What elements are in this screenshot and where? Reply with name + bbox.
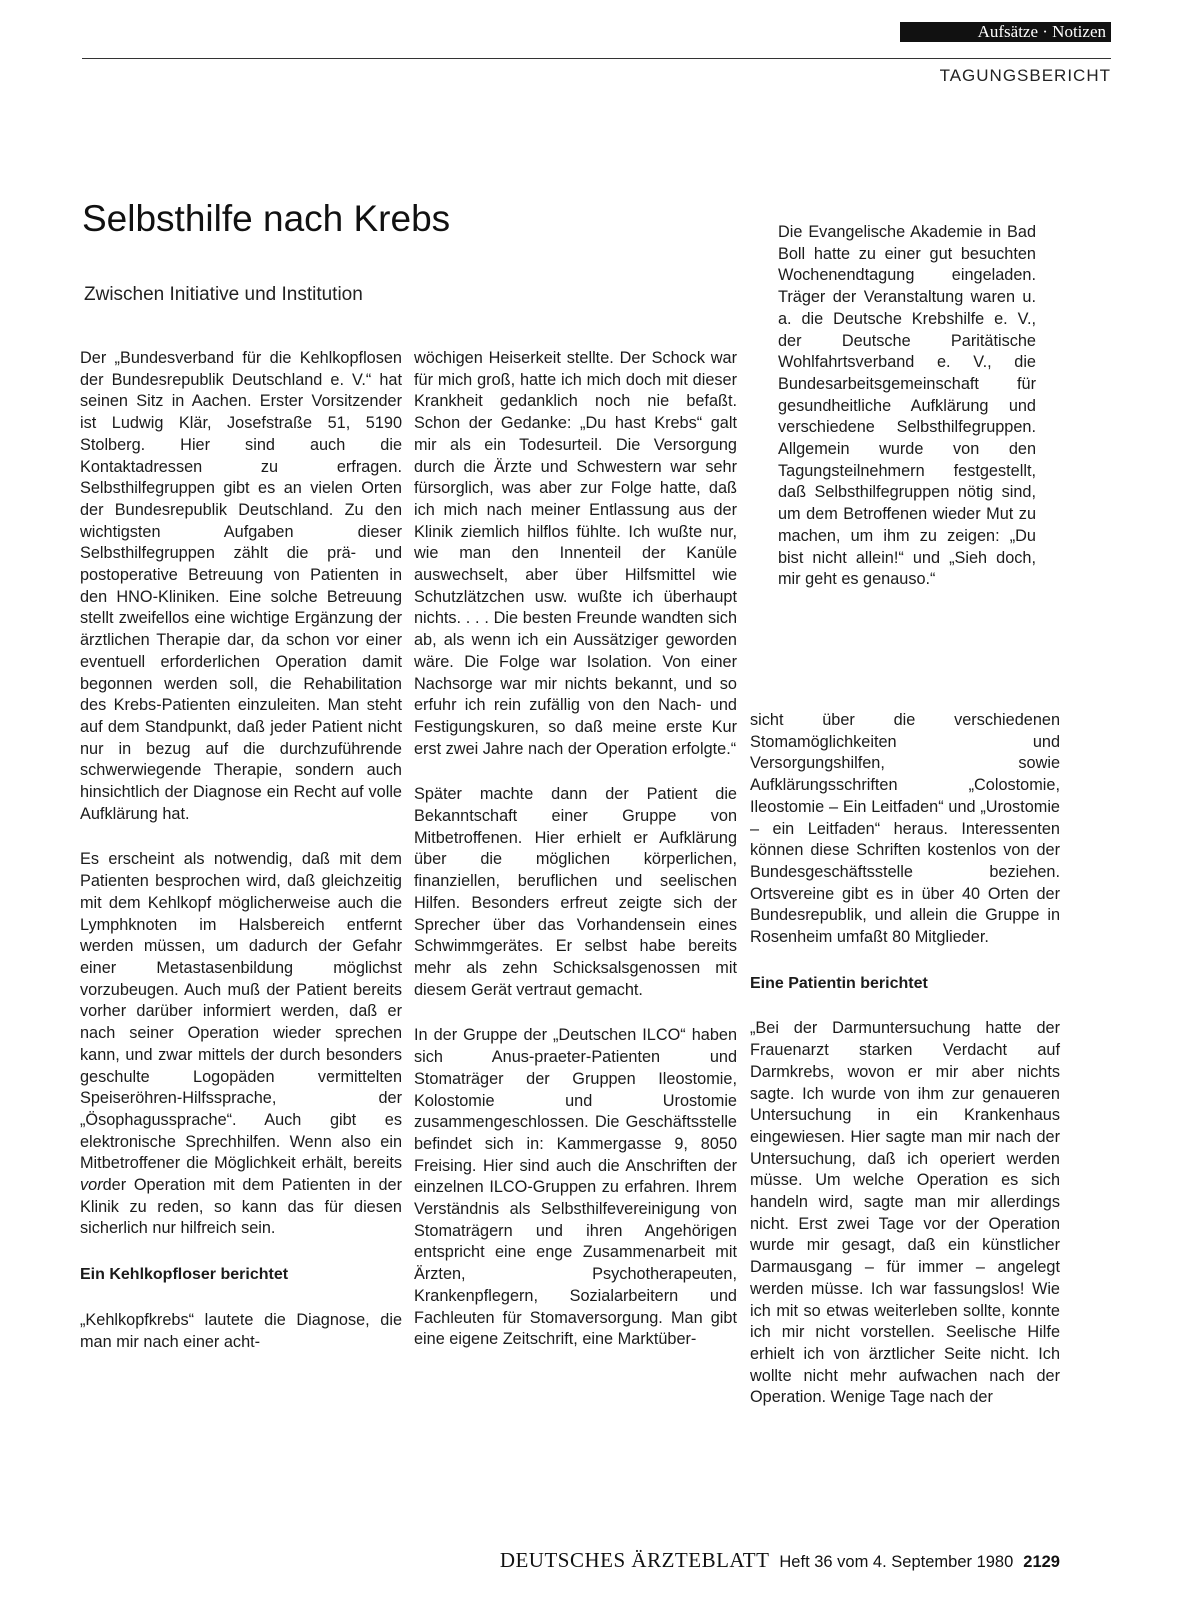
subheading-patientin: Eine Patientin berichtet	[750, 974, 928, 992]
article-subtitle: Zwischen Initiative und Institution	[84, 284, 363, 305]
text-column-3	[750, 710, 1060, 1433]
header-rule	[82, 58, 1111, 59]
intro-paragraph: Die Evangelische Akademie in Bad Boll hatte zu einer gut besuchten Wochenendtagung eingeladen. Träger der Veranstaltung waren u. a. die Deutsche Krebshilfe e. V., der Deutsche Paritätische Wohlfahrtsverband e. V., die Bundesarbeitsgemeinschaft für gesundheitliche Aufklärung und verschiedene Selbsthilfegruppen. Allgemein wurde von den Tagungsteilnehmern festgestellt, daß Selbsthilfegruppen nötig sind, um dem Betroffenen wieder Mut zu machen, um ihm zu zeigen: „Du bist nicht allein!“ und „Sieh doch, mir geht es genauso.“	[778, 223, 1036, 589]
paragraph: „Bei der Darmuntersuchung hatte der Frauenarzt starken Verdacht auf Darmkrebs, wovon er mir aber nichts sagte. Ich wurde von ihm zur genaueren Untersuchung in ein Krankenhaus eingewiesen. Hier sagte man mir nach der Untersuchung, daß ich operiert werden müsse. Um welche Operation es sich handeln wird, sagte man mir allerdings nicht. Erst zwei Tage vor der Operation wurde mir gesagt, daß ein künstlicher Darmausgang – für immer – angelegt werden müsse. Ich war fassungslos! Wie ich mit so etwas weiterleben sollte, konnte ich mir nicht vorstellen. Seelische Hilfe erhielt ich von ärztlicher Seite nicht. Ich wollte nicht mehr aufwachen nach der Operation. Wenige Tage nach der	[750, 1019, 1060, 1407]
section-badge: Aufsätze · Notizen	[900, 22, 1111, 42]
paragraph: „Kehlkopfkrebs“ lautete die Diagnose, die man mir nach einer acht-	[80, 1310, 402, 1351]
text-run: der Operation mit dem Patienten in der Klinik zu reden, so kann das für diesen sicherlich nur hilfreich sein.	[80, 1176, 402, 1238]
paragraph: Später machte dann der Patient die Bekanntschaft einer Gruppe von Mitbetroffenen. Hier erhielt er Aufklärung über die möglichen körperlichen, finanziellen, beruflichen und seelischen Hilfen. Besonders erfreut zeigte sich der Sprecher über das Vorhandensein eines Schwimmgerätes. Er selbst habe bereits mehr als zehn Schicksalsgenossen mit diesem Gerät vertraut gemacht.	[414, 785, 737, 999]
paragraph: sicht über die verschiedenen Stomamöglichkeiten und Versorgungshilfen, sowie Aufklärungsschriften „Colostomie, Ileostomie – Ein Leitfaden“ und „Urostomie – ein Leitfaden“ heraus. Interessenten können diese Schriften kostenlos von der Bundesgeschäftsstelle beziehen. Ortsvereine gibt es in über 40 Orten der Bundesrepublik, und allein die Gruppe in Rosenheim umfaßt 80 Mitglieder.	[750, 711, 1060, 947]
journal-name: DEUTSCHES ÄRZTEBLATT	[499, 1548, 770, 1572]
page-number: 2129	[1023, 1553, 1060, 1571]
text-run: Es erscheint als notwendig, daß mit dem Patienten besprochen wird, daß gleichzeitig mit dem Kehlkopf möglicherweise auch die Lymphknoten im Halsbereich entfernt werden müssen, um dadurch der Gefahr einer Metastasenbildung möglichst vorzubeugen. Auch muß der Patient bereits vorher darüber informiert werden, daß er nach seiner Operation wieder sprechen kann, und zwar mittels der durch besonders geschulte Logopäden vermittelten Speiseröhren-Hilfssprache, der „Ösophagussprache“. Auch gibt es elektronische Sprechhilfen. Wenn also ein Mitbetroffener die Möglichkeit erhält, bereits	[80, 850, 402, 1173]
text-column-1	[80, 348, 402, 1377]
paragraph: In der Gruppe der „Deutschen ILCO“ haben sich Anus-praeter-Patienten und Stomaträger der Gruppen Ileostomie, Kolostomie und Urostomie zusammengeschlossen. Die Geschäftsstelle befindet sich in: Kammergasse 9, 8050 Freising. Hier sind auch die Anschriften der einzelnen ILCO-Gruppen zu erfahren. Ihrem Verständnis als Selbsthilfevereinigung von Stomaträgern und ihren Angehörigen entspricht eine enge Zusammenarbeit mit Ärzten, Psychotherapeuten, Krankenpflegern, Sozialarbeitern und Fachleuten für Stomaversorgung. Man gibt eine eigene Zeitschrift, eine Marktüber-	[414, 1026, 737, 1349]
text-column-2	[414, 348, 737, 1375]
report-kind-label: TAGUNGSBERICHT	[939, 66, 1111, 85]
paragraph	[80, 849, 402, 1240]
paragraph: wöchigen Heiserkeit stellte. Der Schock war für mich groß, hatte ich mich doch mit dieser Krankheit gedanklich noch nie befaßt. Schon der Gedanke: „Du hast Krebs“ galt mir als ein Todesurteil. Die Versorgung durch die Ärzte und Schwestern war sehr fürsorglich, was aber zur Folge hatte, daß ich mich nach meiner Entlassung aus der Klinik ziemlich hilflos fühlte. Ich wußte nur, wie man den Innenteil der Kanüle auswechselt, aber über Hilfsmittel wie Schutzlätzchen usw. wußte ich überhaupt nichts. . . . Die besten Freunde wandten sich ab, als wenn ich ein Aussätziger geworden wäre. Die Folge war Isolation. Von einer Nachsorge war mir nichts bekannt, und so erfuhr ich rein zufällig von den Nach- und Festigungskuren, so daß meine erste Kur erst zwei Jahre nach der Operation erfolgte.“	[414, 349, 737, 758]
intro-box	[778, 222, 1036, 615]
paragraph: Der „Bundesverband für die Kehlkopflosen der Bundesrepublik Deutschland e. V.“ hat seinen Sitz in Aachen. Erster Vorsitzender ist Ludwig Klär, Josefstraße 51, 5190 Stolberg. Hier sind auch die Kontaktadressen zu erfragen. Selbsthilfegruppen gibt es an vielen Orten der Bundesrepublik Deutschland. Zu den wichtigsten Aufgaben dieser Selbsthilfegruppen zählt die prä- und postoperative Betreuung von Patienten in den HNO-Kliniken. Eine solche Betreuung stellt zweifellos eine wichtige Ergänzung der ärztlichen Therapie dar, da schon vor einer eventuell erforderlichen Operation damit begonnen werden soll, die Rehabilitation des Krebs-Patienten einzuleiten. Man steht auf dem Standpunkt, daß jeder Patient nicht nur in bezug auf die durchzuführende schwerwiegende Therapie, sondern auch hinsichtlich der Diagnose ein Recht auf volle Aufklärung hat.	[80, 349, 402, 823]
article-title: Selbsthilfe nach Krebs	[82, 198, 451, 239]
issue-info: Heft 36 vom 4. September 1980	[779, 1553, 1014, 1571]
emphasis-word: vor	[80, 1176, 103, 1195]
subheading-kehlkopfloser: Ein Kehlkopfloser berichtet	[80, 1266, 289, 1284]
page-footer	[410, 1548, 1060, 1573]
